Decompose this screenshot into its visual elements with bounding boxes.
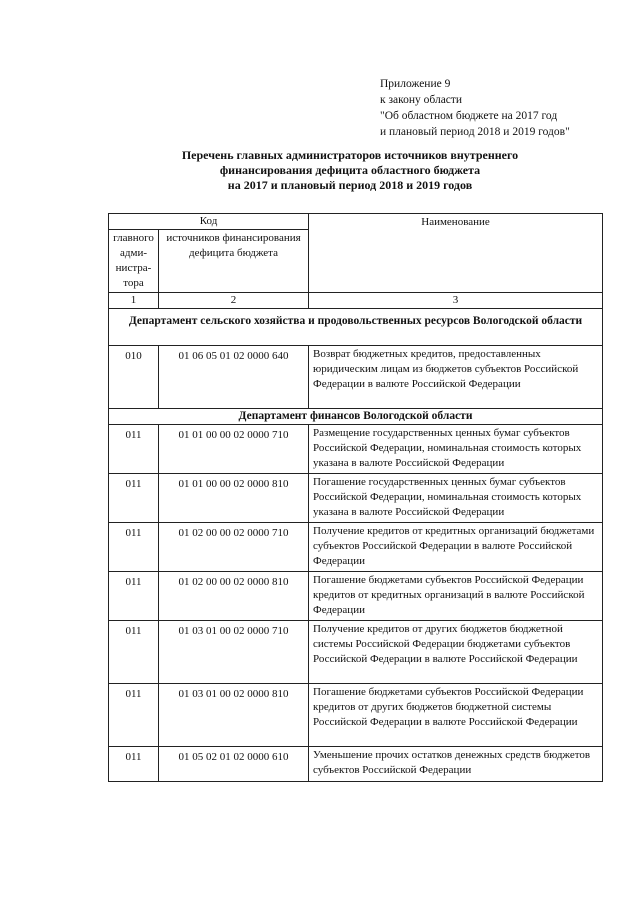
title-line: финансирования дефицита областного бюджета (219, 163, 481, 177)
header-code: Код (109, 214, 309, 230)
appendix-block (380, 76, 570, 140)
source-name: Погашение бюджетами субъектов Российской Федерации кредитов от кредитных организаций в валюте Российской Федерации (309, 572, 603, 621)
appendix-line: и плановый период 2018 и 2019 годов" (380, 126, 570, 138)
column-number: 3 (309, 293, 603, 309)
source-name: Погашение государственных ценных бумаг субъектов Российской Федерации, номинальная стоимость которых указана в валюте Российской Федерации (309, 474, 603, 523)
department-name: Департамент финансов Вологодской области (109, 409, 603, 425)
table-row (109, 621, 603, 684)
appendix-line: к закону области (380, 94, 463, 106)
source-code: 01 02 00 00 02 0000 810 (159, 572, 309, 621)
table-row (109, 346, 603, 409)
header-row (109, 214, 603, 230)
header-source: источников финансирования дефицита бюджета (159, 230, 309, 293)
table-row (109, 474, 603, 523)
column-number-row (109, 293, 603, 309)
admin-code: 011 (109, 474, 159, 523)
admin-code: 011 (109, 425, 159, 474)
table-row (109, 523, 603, 572)
header-name: Наименование (309, 214, 603, 293)
appendix-line: "Об областном бюджете на 2017 год (380, 110, 558, 122)
table-row (109, 572, 603, 621)
document-title (100, 148, 600, 193)
source-code: 01 03 01 00 02 0000 710 (159, 621, 309, 684)
source-name: Уменьшение прочих остатков денежных средств бюджетов субъектов Российской Федерации (309, 747, 603, 782)
table-row (109, 747, 603, 782)
department-row (109, 309, 603, 346)
source-name: Размещение государственных ценных бумаг субъектов Российской Федерации, номинальная стоимость которых указана в валюте Российской Федерации (309, 425, 603, 474)
admin-code: 011 (109, 684, 159, 747)
source-code: 01 06 05 01 02 0000 640 (159, 346, 309, 409)
table-row (109, 425, 603, 474)
admin-code: 011 (109, 572, 159, 621)
source-code: 01 01 00 00 02 0000 810 (159, 474, 309, 523)
title-line: Перечень главных администраторов источников внутреннего (181, 148, 519, 162)
source-code: 01 03 01 00 02 0000 810 (159, 684, 309, 747)
admin-code: 010 (109, 346, 159, 409)
source-name: Возврат бюджетных кредитов, предоставленных юридическим лицам из бюджетов субъектов Российской Федерации в валюте Российской Федерации (309, 346, 603, 409)
appendix-line: Приложение 9 (380, 78, 451, 90)
source-name: Получение кредитов от других бюджетов бюджетной системы Российской Федерации бюджетами субъектов Российской Федерации в валюте Российской Федерации (309, 621, 603, 684)
title-line: на 2017 и плановый период 2018 и 2019 годов (227, 178, 473, 192)
department-name: Департамент сельского хозяйства и продовольственных ресурсов Вологодской области (109, 309, 603, 346)
department-row (109, 409, 603, 425)
column-number: 2 (159, 293, 309, 309)
admin-code: 011 (109, 747, 159, 782)
administrators-table (108, 213, 603, 782)
column-number: 1 (109, 293, 159, 309)
source-code: 01 05 02 01 02 0000 610 (159, 747, 309, 782)
header-admin: главного адми-нистра-тора (109, 230, 159, 293)
admin-code: 011 (109, 621, 159, 684)
source-code: 01 02 00 00 02 0000 710 (159, 523, 309, 572)
source-name: Получение кредитов от кредитных организаций бюджетами субъектов Российской Федерации в валюте Российской Федерации (309, 523, 603, 572)
admin-code: 011 (109, 523, 159, 572)
table-row (109, 684, 603, 747)
source-name: Погашение бюджетами субъектов Российской Федерации кредитов от других бюджетов бюджетной системы Российской Федерации в валюте Российской Федерации (309, 684, 603, 747)
source-code: 01 01 00 00 02 0000 710 (159, 425, 309, 474)
